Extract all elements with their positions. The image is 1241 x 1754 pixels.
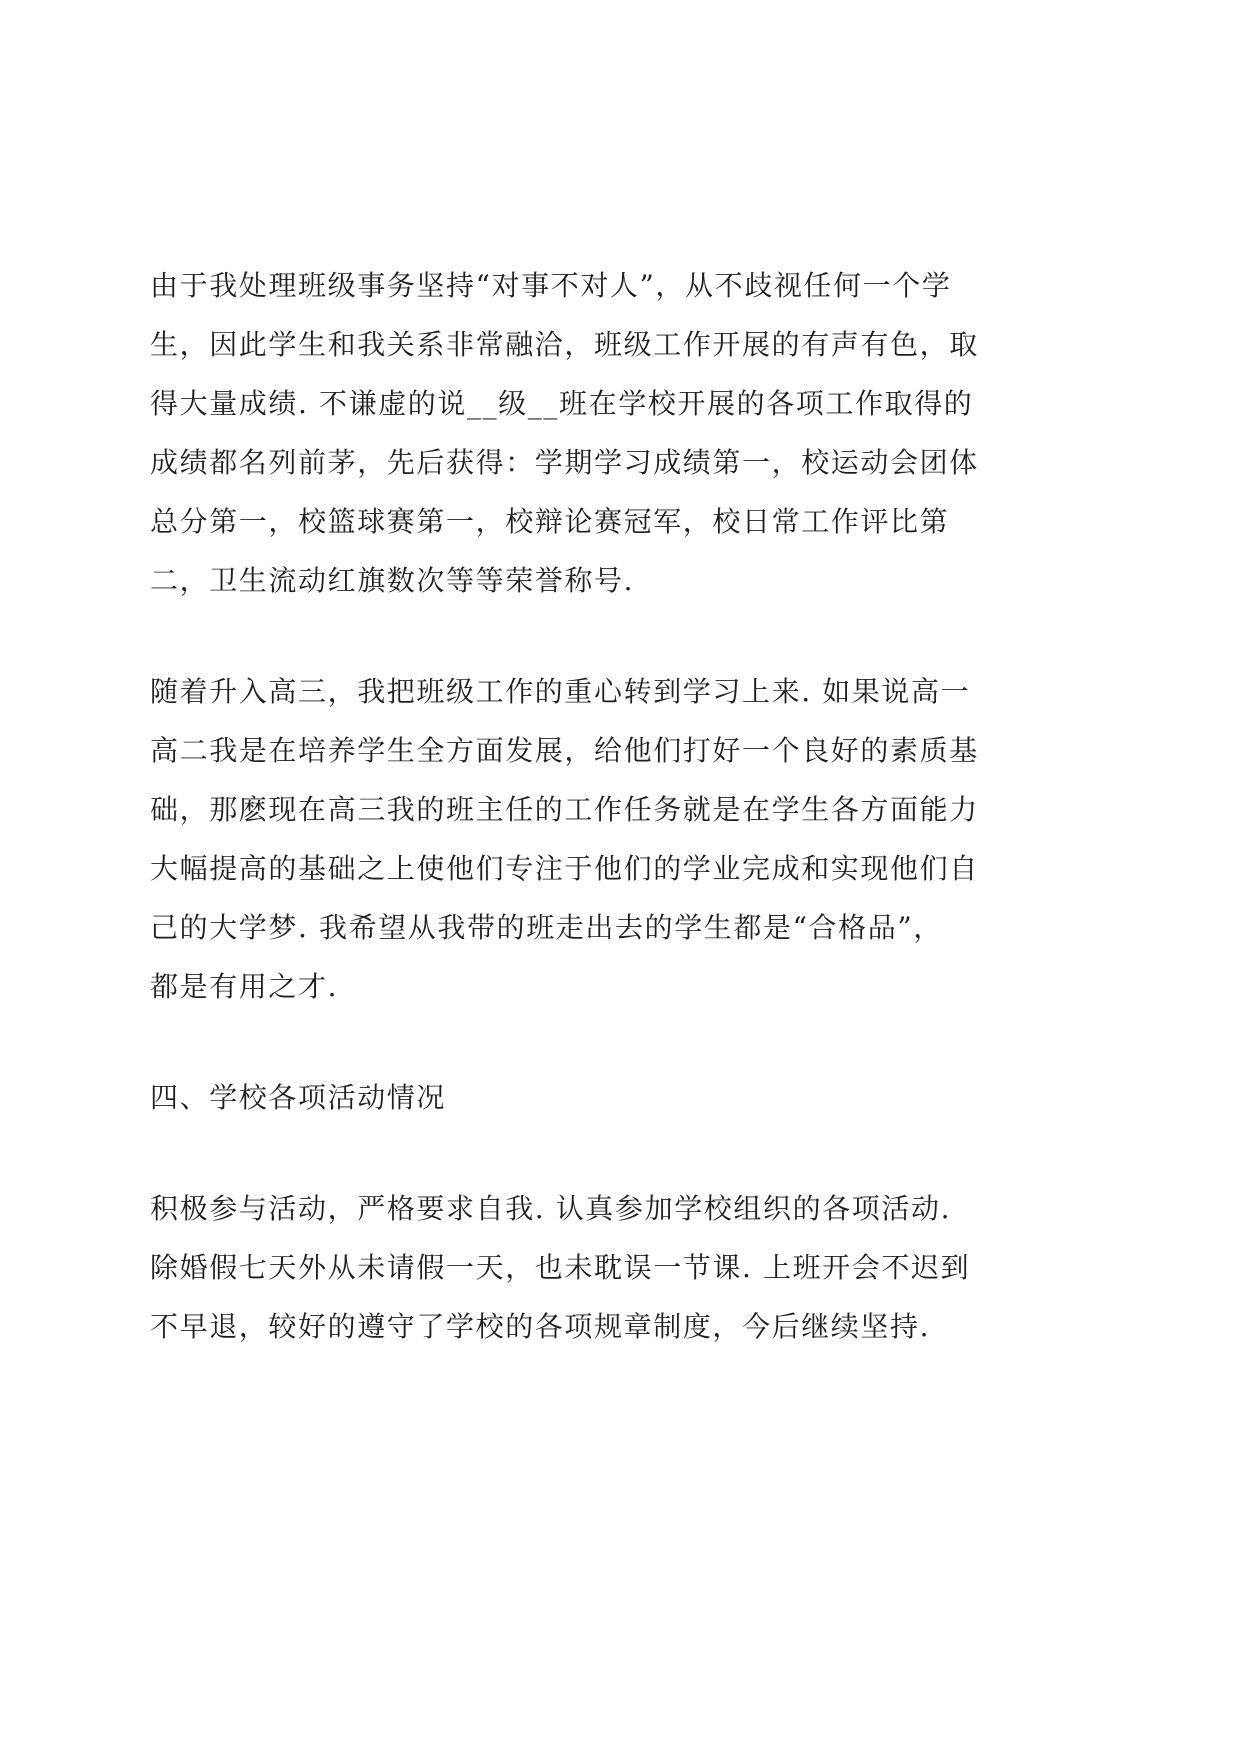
section-heading: 四、学校各项活动情况 [150,1081,447,1114]
text-line: 总分第一，校篮球赛第一，校辩论赛冠军，校日常工作评比第 [150,505,950,538]
paragraph-senior-year-focus [150,662,1050,1016]
text-line: 高二我是在培养学生全方面发展，给他们打好一个良好的素质基 [150,734,979,767]
paragraph-class-achievements [150,256,1050,610]
text-line: 大幅提高的基础之上使他们专注于他们的学业完成和实现他们自 [150,852,979,885]
text-line: 二，卫生流动红旗数次等等荣誉称号. [150,564,635,597]
text-line: 生，因此学生和我关系非常融洽，班级工作开展的有声有色，取 [150,328,979,361]
text-line: 成绩都名列前茅，先后获得：学期学习成绩第一，校运动会团体 [150,446,979,479]
text-line: 不早退，较好的遵守了学校的各项规章制度，今后继续坚持. [150,1310,931,1343]
text-line: 由于我处理班级事务坚持“对事不对人”，从不歧视任何一个学 [150,269,952,302]
text-line: 得大量成绩. 不谦虚的说__级__班在学校开展的各项工作取得的 [150,387,974,420]
text-line: 都是有用之才. [150,970,339,1003]
paragraph-school-activities [150,1179,1050,1356]
text-line: 积极参与活动，严格要求自我. 认真参加学校组织的各项活动. [150,1192,952,1225]
section-heading-block [150,1068,1050,1127]
document-body [150,256,1050,1408]
text-line: 础，那麽现在高三我的班主任的工作任务就是在学生各方面能力 [150,793,979,826]
text-line: 己的大学梦. 我希望从我带的班走出去的学生都是“合格品”， [150,911,943,944]
text-line: 除婚假七天外从未请假一天，也未耽误一节课. 上班开会不迟到 [150,1251,971,1284]
text-line: 随着升入高三，我把班级工作的重心转到学习上来. 如果说高一 [150,675,971,708]
